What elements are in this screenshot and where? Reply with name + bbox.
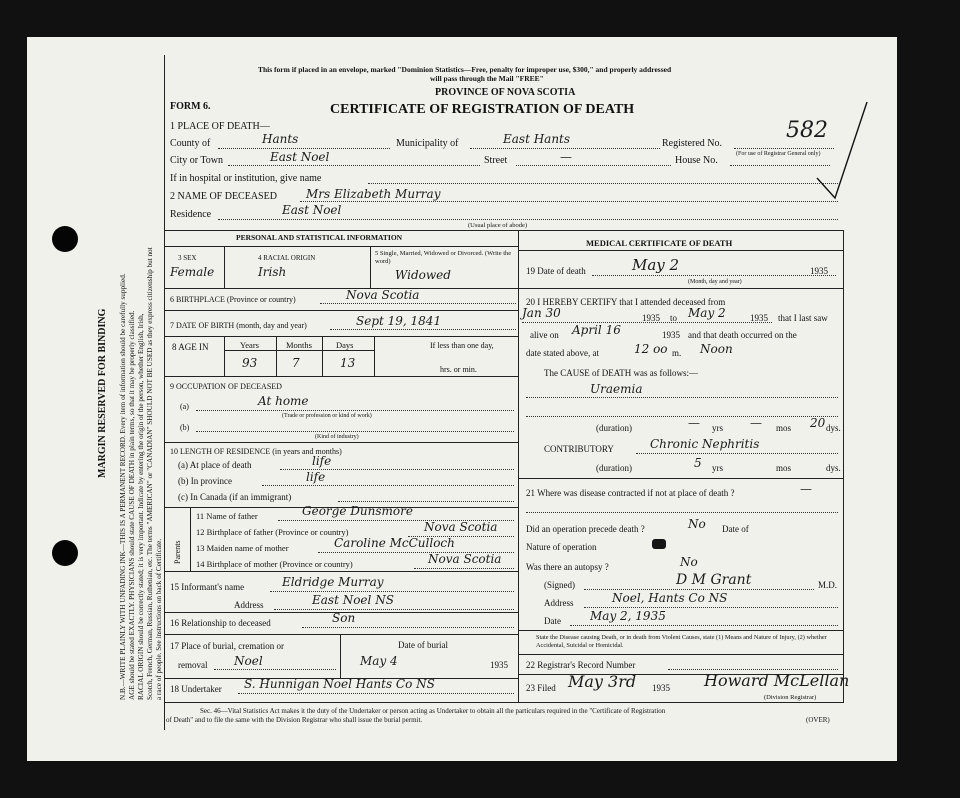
cert-date-label: Date [544,616,561,626]
attend-to-year: 1935 [750,313,768,323]
certify-label: 20 I HEREBY CERTIFY that I attended deceased from [526,297,726,307]
binding-margin-label: MARGIN RESERVED FOR BINDING [97,308,108,478]
dob-value: Sept 19, 1841 [356,314,442,328]
personal-heading: PERSONAL AND STATISTICAL INFORMATION [236,233,403,242]
occ-b-note: (Kind of industry) [315,434,359,440]
last-saw-year: 1935 [662,330,680,340]
age-label: 8 AGE IN [172,342,209,352]
informant-address-value: East Noel NS [312,593,394,607]
sex-label: 3 SEX [178,254,197,262]
burial-date-value: May 4 [360,654,398,668]
province-heading: PROVINCE OF NOVA SCOTIA [435,87,576,98]
footer-note-line2: of Death" and to file the same with the Division Registrar who shall issue the burial permit. [166,716,423,724]
attend-from-year: 1935 [642,313,660,323]
father-value: George Dunsmore [302,504,413,518]
parents-label: Parents [173,540,182,564]
cause-note: State the Disease causing Death, or in death from Violent Causes, state (1) Means and Nature of Injury, (2) whether Accidental, Suicidal or Homicidal. [536,634,827,649]
contributory-value: Chronic Nephritis [650,437,760,451]
at-place-label: (a) At place of death [178,460,252,470]
in-province-label: (b) In province [178,476,232,486]
punch-hole [52,540,78,566]
residence-value: East Noel [282,203,342,217]
deceased-name-value: Mrs Elizabeth Murray [306,187,441,201]
checkmark-icon [815,98,870,203]
occ-a-note: (Trade or profession or kind of work) [282,413,372,419]
margin-instruction: N.B.—WRITE PLAINLY WITH UNFADING INK—THIS IS A PERMANENT RECORD. Every item of information should be carefully supplied. [119,273,127,700]
filed-label: 23 Filed [526,683,556,693]
city-value: East Noel [270,150,330,164]
noon-value: Noon [700,342,733,356]
mos-label: mos [776,423,792,433]
dys-label: dys. [826,423,841,433]
birthplace-value: Nova Scotia [346,288,420,302]
father-birthplace-value: Nova Scotia [424,520,498,534]
residence-label: Residence [170,209,212,220]
cause-duration-label: (duration) [596,423,632,433]
deceased-name-label: 2 NAME OF DECEASED [170,191,277,202]
registered-no-value: 582 [786,118,828,143]
municipality-label: Municipality of [396,138,459,149]
to-label: to [670,313,678,323]
cause-label: The CAUSE of DEATH was as follows:— [544,368,698,378]
ink-blot [652,539,666,549]
margin-instruction: Scotch, French, German, Russian, Ruthenian, etc. The terms "AMERICAN" or "CANADIAN" SHOULD NOT BE USED as they express citizenship but not [146,247,154,700]
informant-address-label: Address [234,600,264,610]
attend-from-value: Jan 30 [522,306,561,320]
residence-note: (Usual place of abode) [468,222,528,229]
relationship-value: Son [332,611,356,625]
m-label: m. [672,348,682,358]
cert-date-value: May 2, 1935 [590,609,666,623]
less-day-label: If less than one day, [430,341,494,350]
autopsy-value: No [680,555,698,569]
contrib-duration-label: (duration) [596,463,632,473]
municipality-value: East Hants [503,132,571,146]
contrib-yrs: 5 [694,456,702,470]
registered-note: (For use of Registrar General only) [736,151,821,157]
age-years: 93 [242,356,258,370]
time-value: 12 oo [634,342,668,356]
father-birthplace-label: 12 Birthplace of father (Province or country) [196,527,349,537]
race-label: 4 RACIAL ORIGIN [258,254,316,262]
mother-label: 13 Maiden name of mother [196,543,289,553]
undertaker-label: 18 Undertaker [170,684,222,694]
contributory-label: CONTRIBUTORY [544,444,614,454]
street-value: — [560,150,572,164]
days-label: Days [336,340,354,350]
birthplace-label: 6 BIRTHPLACE (Province or country) [170,295,296,304]
hospital-label: If in hospital or institution, give name [170,173,322,184]
date-of-death-value: May 2 [632,256,680,274]
autopsy-label: Was there an autopsy ? [526,562,609,572]
mother-birthplace-value: Nova Scotia [428,552,502,566]
burial-place-value: Noel [234,654,263,668]
registrar-signature: Howard McLellan [704,671,850,690]
age-months: 7 [292,356,300,370]
years-label: Years [240,340,259,350]
burial-place-label: 17 Place of burial, cremation or [170,641,284,651]
burial-date-label: Date of burial [398,640,448,650]
mother-birthplace-label: 14 Birthplace of mother (Province or country) [196,559,353,569]
burial-year: 1935 [490,660,508,670]
last-saw-label: that I last saw [778,313,828,323]
date-note: (Month, day and year) [688,279,742,285]
margin-instruction: RACIAL ORIGIN should be correctly stated; it is very important. Indicate by entering the origin of the person, whether English, Irish, [137,313,145,700]
op-nature-label: Nature of operation [526,542,597,552]
md-label: M.D. [818,580,838,590]
doctor-address-label: Address [544,598,574,608]
q21-value: — [800,482,812,496]
contrib-mos-label: mos [776,463,792,473]
marital-value: Widowed [395,268,451,282]
months-label: Months [286,340,312,350]
marital-label: 5 Single, Married, Widowed or Divorced. (Write the word) [375,250,512,265]
undertaker-value: S. Hunnigan Noel Hants Co NS [244,677,435,691]
father-label: 11 Name of father [196,511,258,521]
occupation-label: 9 OCCUPATION OF DECEASED [170,382,282,391]
over-label: (OVER) [806,716,830,724]
cause-dys: 20 [810,416,826,430]
signature-value: D M Grant [676,572,752,588]
yrs-label: yrs [712,423,723,433]
informant-label: 15 Informant's name [170,582,245,592]
house-no-label: House No. [675,155,718,166]
hrs-min-label: hrs. or min. [440,365,477,374]
doctor-address-value: Noel, Hants Co NS [612,591,728,605]
in-province-value: life [306,470,326,484]
last-saw-value: April 16 [572,323,621,337]
at-place-value: life [312,454,332,468]
filed-year: 1935 [652,683,670,693]
in-canada-label: (c) In Canada (if an immigrant) [178,492,292,502]
race-value: Irish [258,265,287,279]
cause-mos: — [750,416,762,430]
city-label: City or Town [170,155,224,166]
relationship-label: 16 Relationship to deceased [170,618,271,628]
punch-hole [52,226,78,252]
age-days: 13 [340,356,356,370]
death-occurred-label: and that death occurred on the [688,330,797,340]
margin-instruction: a race of people. See instructions on back of Certificate. [155,538,163,700]
operation-value: No [688,517,706,531]
medical-heading: MEDICAL CERTIFICATE OF DEATH [586,238,733,248]
registrar-note: (Division Registrar) [764,694,817,701]
alive-label: alive on [530,330,559,340]
cause-yrs: — [688,416,700,430]
page-title: CERTIFICATE OF REGISTRATION OF DEATH [330,102,635,117]
occ-b-label: (b) [180,423,190,432]
postal-notice: This form if placed in an envelope, marked "Dominion Statistics—Free, penalty for improper use, $300," and properly addressed [258,65,672,74]
occ-a-label: (a) [180,402,189,411]
residence-length-label: 10 LENGTH OF RESIDENCE (in years and months) [170,447,342,456]
cause-value: Uraemia [590,382,643,396]
signed-label: (Signed) [544,580,575,590]
date-of-death-label: 19 Date of death [526,266,586,276]
record-number-label: 22 Registrar's Record Number [526,660,636,670]
attend-to-value: May 2 [688,306,726,320]
county-value: Hants [262,132,299,146]
place-of-death-label: 1 PLACE OF DEATH— [170,121,270,132]
date-stated-label: date stated above, at [526,348,599,358]
q21-label: 21 Where was disease contracted if not at place of death ? [526,488,735,498]
date-of-death-year: 1935 [810,266,828,276]
binding-line [164,55,165,730]
margin-instruction: AGE should be stated EXACTLY. PHYSICIANS should state CAUSE OF DEATH in plain terms, so that it may be properly classified. [128,310,136,700]
postal-notice-2: will pass through the Mail "FREE" [430,74,544,83]
contrib-dys-label: dys. [826,463,841,473]
operation-label: Did an operation precede death ? [526,524,645,534]
informant-value: Eldridge Murray [282,575,384,589]
occupation-value: At home [258,394,309,408]
filed-value: May 3rd [568,672,637,691]
sex-value: Female [170,265,215,279]
removal-label: removal [178,660,208,670]
mother-value: Caroline McCulloch [334,536,455,550]
op-date-label: Date of [722,524,749,534]
footer-note-line1: Sec. 46—Vital Statistics Act makes it the duty of the Undertaker or person acting as Undertaker to obtain all the particulars required in the "Certificate of Registration [200,707,666,715]
county-label: County of [170,138,211,149]
form-number: FORM 6. [170,101,211,112]
street-label: Street [484,155,508,166]
contrib-yrs-label: yrs [712,463,723,473]
dob-label: 7 DATE OF BIRTH (month, day and year) [170,321,307,330]
registered-no-label: Registered No. [662,138,722,149]
